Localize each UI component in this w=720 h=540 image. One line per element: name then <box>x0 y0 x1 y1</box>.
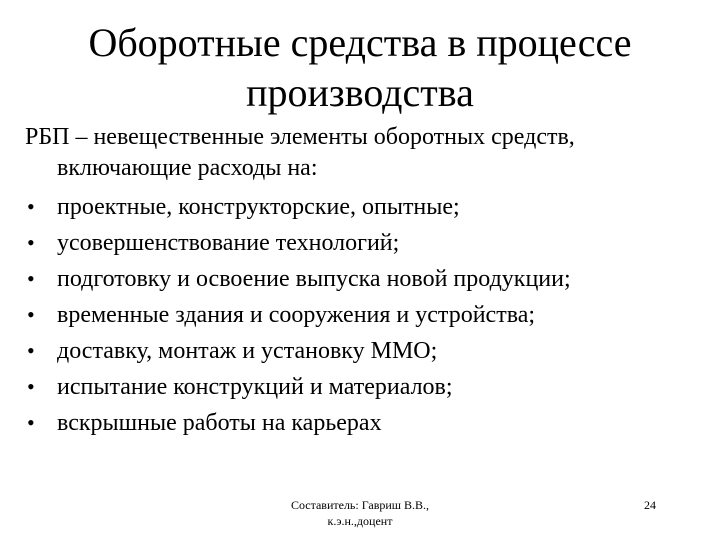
list-item-text: испытание конструкций и материалов; <box>57 374 453 400</box>
bullet-icon: • <box>27 230 35 255</box>
list-item <box>25 264 695 294</box>
list-item <box>25 228 695 258</box>
bullet-icon: • <box>27 410 35 435</box>
bullet-icon: • <box>27 194 35 219</box>
title-line-1: Оборотные средства в процессе <box>88 20 632 65</box>
bullet-list <box>25 192 695 444</box>
bullet-icon: • <box>27 374 35 399</box>
list-item <box>25 192 695 222</box>
bullet-icon: • <box>27 302 35 327</box>
intro-line-1: РБП – невещественные элементы оборотных средств, <box>25 124 575 150</box>
intro-paragraph <box>25 122 695 184</box>
list-item-text: доставку, монтаж и установку ММО; <box>57 338 438 364</box>
bullet-icon: • <box>27 266 35 291</box>
list-item <box>25 300 695 330</box>
list-item-text: усовершенствование технологий; <box>57 230 400 256</box>
bullet-icon: • <box>27 338 35 363</box>
list-item <box>25 336 695 366</box>
footer-line-2: к.э.н.,доцент <box>327 514 393 528</box>
list-item-text: вскрышные работы на карьерах <box>57 410 382 436</box>
page-number: 24 <box>644 498 656 512</box>
list-item-text: временные здания и сооружения и устройства; <box>57 302 536 328</box>
list-item <box>25 372 695 402</box>
footer-line-1: Составитель: Гавриш В.В., <box>290 498 430 512</box>
intro-line-2: включающие расходы на: <box>57 155 318 181</box>
footer-author <box>240 497 480 529</box>
slide-title <box>0 18 720 118</box>
list-item-text: проектные, конструкторские, опытные; <box>57 194 460 220</box>
list-item-text: подготовку и освоение выпуска новой продукции; <box>57 266 571 292</box>
list-item <box>25 408 695 438</box>
title-line-2: производства <box>246 70 474 115</box>
